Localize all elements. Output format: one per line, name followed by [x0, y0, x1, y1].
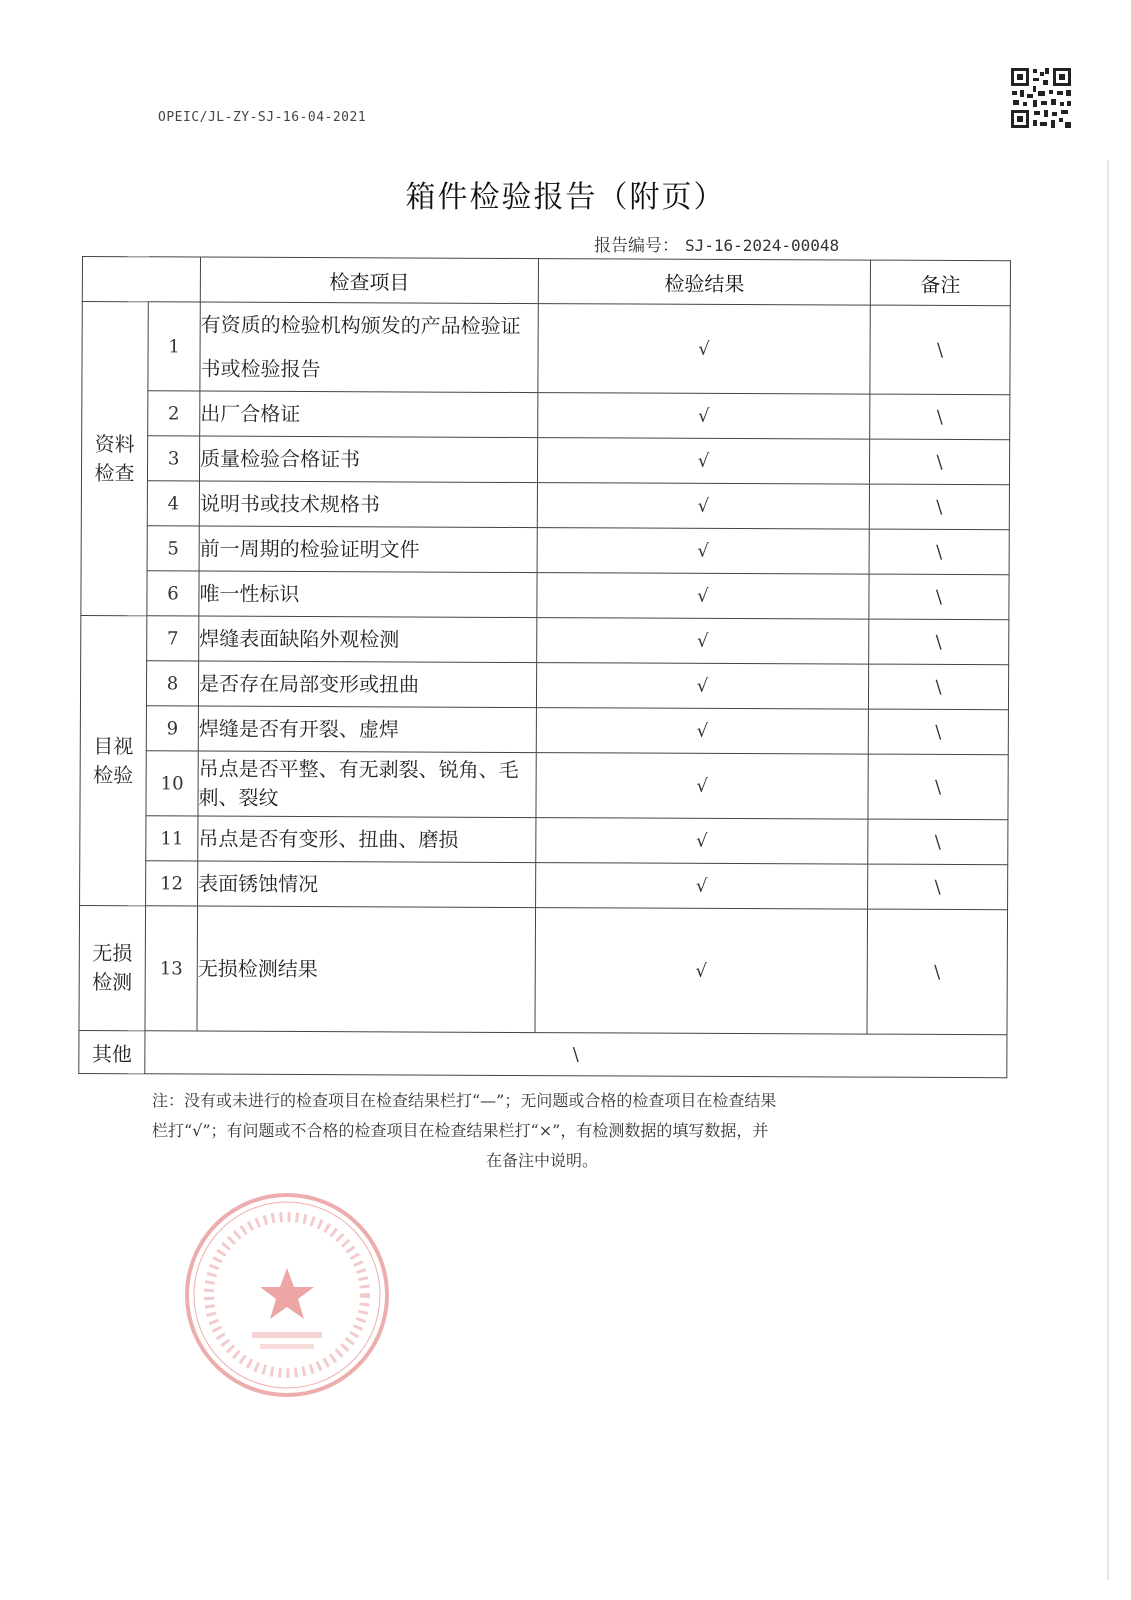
row-number: 4	[147, 481, 199, 526]
other-label: 其他	[79, 1030, 145, 1073]
row-result: √	[537, 438, 869, 485]
row-item: 出厂合格证	[200, 391, 538, 438]
row-remark: \	[869, 439, 1009, 485]
row-result: √	[537, 573, 869, 620]
row-remark: \	[868, 864, 1008, 910]
header-result: 检验结果	[538, 259, 870, 306]
row-remark: \	[869, 484, 1009, 530]
row-result: √	[536, 818, 868, 865]
table-row	[80, 705, 1008, 754]
qr-code-icon	[1009, 66, 1073, 130]
other-value: \	[145, 1031, 1007, 1078]
row-number: 13	[145, 906, 198, 1031]
group-label-ndt: 无损 检测	[79, 905, 146, 1030]
row-remark: \	[868, 754, 1008, 820]
row-item: 有资质的检验机构颁发的产品检验证书或检验报告	[200, 302, 538, 393]
row-number: 2	[148, 391, 200, 436]
row-number: 12	[146, 861, 198, 906]
row-item: 吊点是否平整、有无剥裂、锐角、毛刺、裂纹	[198, 751, 536, 818]
group-label-visual: 目视 检验	[80, 615, 147, 905]
row-number: 3	[147, 436, 199, 481]
table-row	[80, 750, 1008, 819]
row-remark: \	[869, 619, 1009, 665]
row-remark: \	[868, 664, 1008, 710]
table-row	[81, 436, 1009, 485]
row-result: √	[535, 908, 868, 1035]
table-row	[81, 615, 1009, 664]
row-item: 唯一性标识	[199, 571, 537, 618]
row-number: 6	[147, 571, 199, 616]
header-remark: 备注	[870, 260, 1010, 306]
row-item: 焊缝表面缺陷外观检测	[199, 616, 537, 663]
row-number: 7	[147, 616, 199, 661]
table-row	[80, 815, 1008, 864]
table-row	[82, 391, 1010, 440]
row-result: √	[536, 753, 868, 820]
row-item: 质量检验合格证书	[199, 436, 537, 483]
row-number: 1	[148, 302, 200, 391]
footnote-line-1: 注：没有或未进行的检查项目在检查结果栏打“—”；无问题或合格的检查项目在检查结果	[152, 1091, 777, 1110]
row-remark: \	[867, 909, 1008, 1035]
row-result: √	[536, 663, 868, 710]
group-label-documents: 资料 检查	[81, 302, 148, 616]
table-row	[81, 525, 1009, 574]
row-remark: \	[868, 819, 1008, 865]
row-result: √	[537, 618, 869, 665]
row-remark: \	[869, 574, 1009, 620]
row-remark: \	[870, 305, 1010, 395]
row-number: 11	[146, 816, 198, 861]
row-item: 无损检测结果	[197, 906, 536, 1033]
report-number-label: 报告编号：	[594, 236, 679, 256]
footnote-line-3: 在备注中说明。	[485, 1151, 598, 1170]
scan-margin-line	[1107, 160, 1109, 1580]
official-seal-icon	[178, 1186, 396, 1404]
table-row	[81, 570, 1009, 619]
inspection-table	[78, 256, 1011, 1078]
table-row	[80, 660, 1008, 709]
row-number: 8	[146, 661, 198, 706]
row-result: √	[538, 393, 870, 440]
document-code: OPEIC/JL-ZY-SJ-16-04-2021	[158, 110, 367, 125]
row-result: √	[537, 528, 869, 575]
row-item: 是否存在局部变形或扭曲	[198, 661, 536, 708]
table-row	[79, 905, 1008, 1034]
table-header-row	[82, 257, 1010, 306]
row-result: √	[538, 304, 870, 395]
row-remark: \	[868, 709, 1008, 755]
row-number: 10	[146, 751, 198, 816]
footnote-line-2: 栏打“√”；有问题或不合格的检查项目在检查结果栏打“×”，有检测数据的填写数据，并	[152, 1121, 769, 1140]
table-row	[80, 860, 1008, 909]
report-number-value: SJ-16-2024-00048	[685, 236, 840, 255]
table-row	[81, 480, 1009, 529]
row-remark: \	[869, 529, 1009, 575]
table-row-other	[79, 1030, 1007, 1077]
row-result: √	[536, 863, 868, 910]
row-item: 焊缝是否有开裂、虚焊	[198, 706, 536, 753]
report-number	[594, 231, 839, 256]
row-item: 说明书或技术规格书	[199, 481, 537, 528]
row-result: √	[537, 483, 869, 530]
row-item: 吊点是否有变形、扭曲、磨损	[198, 816, 536, 863]
document-title: 箱件检验报告（附页）	[405, 180, 726, 215]
row-item: 表面锈蚀情况	[198, 861, 536, 908]
table-row	[82, 302, 1010, 395]
row-result: √	[536, 708, 868, 755]
row-item: 前一周期的检验证明文件	[199, 526, 537, 573]
footnote	[152, 1086, 932, 1176]
row-remark: \	[870, 394, 1010, 440]
header-blank-cell	[82, 257, 200, 303]
row-number: 9	[146, 706, 198, 751]
row-number: 5	[147, 526, 199, 571]
header-check-item: 检查项目	[200, 257, 538, 304]
